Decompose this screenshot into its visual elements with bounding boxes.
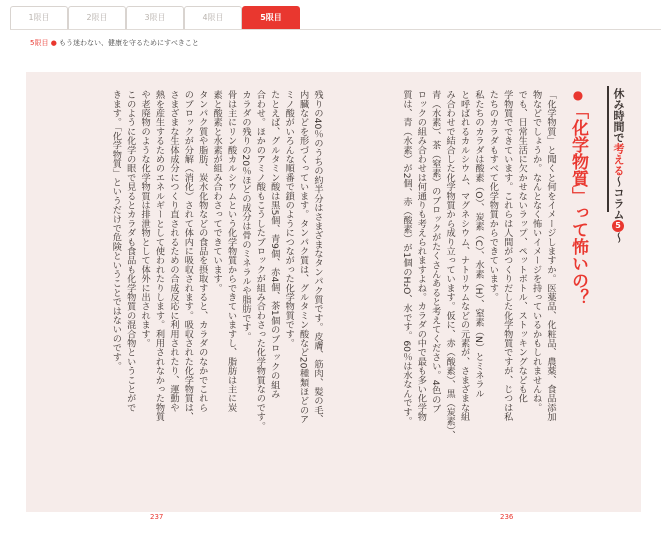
right-page-body <box>399 90 557 440</box>
breadcrumb-period[interactable]: 5限目 <box>30 39 49 47</box>
paragraph-line: 熱を産生するためのエネルギーとして使われたりします。利用されなかった物質 <box>153 90 165 422</box>
paragraph-line: たちのカラダもすべて化学物質からできています。 <box>487 90 499 302</box>
tab-period-5[interactable]: 5限目 <box>242 6 300 29</box>
page-heading <box>566 88 591 306</box>
heading-text: 「化学物質」って怖いの？ <box>568 102 588 306</box>
paragraph-line: のブロックが分解（消化）されて体内に吸収されます。吸収された化学物質は、 <box>182 90 194 422</box>
left-page-body <box>108 90 324 431</box>
column-title <box>610 88 626 243</box>
paragraph-line: 学物質でできています。これらは人間がつくりだした化学物質ですが、じつは私 <box>501 90 513 422</box>
paragraph-line: たとえば、グルタミン酸は黒5個、青9個、赤4個、茶1個のブロックの組み <box>268 90 280 399</box>
paragraph-line: 私たちのカラダは酸素（O）、炭素（C）、水素（H）、窒素（N）とミネラル <box>472 90 484 399</box>
paragraph-line: と呼ばれるカルシウム、マグネシウム、ナトリウムなどの元素が、さまざまな組 <box>458 90 470 422</box>
column-title-suffix: ～コラム <box>612 176 625 220</box>
paragraph-line: さまざまな生体成分につくり直されるための合成反応に利用されたり、運動や <box>167 90 179 412</box>
paragraph-line: ロックの組み合わせは何通りも考えられますよね。カラダの中で最も多い化学物 <box>415 90 427 422</box>
tab-divider <box>10 29 661 30</box>
paragraph-line: タンパク質や脂肪、炭水化物などの食品を摂取すると、カラダのなかでこれら <box>196 90 208 412</box>
paragraph-line: み合わせで結合した化学物質から成り立っています。仮に、赤（酸素）、黒（炭素）、 <box>444 90 456 440</box>
paragraph-line: このように化学の眼で見るとカラダも食品も化学物質の混合物ということがで <box>124 90 136 412</box>
paragraph-line: 骨は主にリン酸カルシウムという化学物質からできていますし、脂肪は主に炭 <box>225 90 237 412</box>
period-tabs <box>10 6 665 30</box>
tab-period-1[interactable]: 1限目 <box>10 6 68 29</box>
page-number-right: 236 <box>500 513 514 521</box>
paragraph-line: 内臓などを形づくっています。タンパク質は、グルタミン酸など20種類ほどのア <box>297 90 309 424</box>
column-number-badge: 5 <box>612 220 624 232</box>
column-title-accent: 考える <box>612 143 625 176</box>
page-number-left: 237 <box>150 513 164 521</box>
tab-period-2[interactable]: 2限目 <box>68 6 126 29</box>
tab-period-4[interactable]: 4限目 <box>184 6 242 29</box>
column-title-rule <box>607 86 609 212</box>
paragraph-line: 残りの40％のうちの約半分はさまざまなタンパク質です。皮膚、筋肉、髪の毛、 <box>312 90 323 424</box>
paragraph-line: 素と酸素と水素が組み合わさってできています。 <box>211 90 223 293</box>
paragraph-line: ミノ酸がいろんな順番で鎖のようにつながった化学物質です。 <box>283 90 295 348</box>
breadcrumb-topic: もう迷わない、健康を守るためにすべきこと <box>59 39 199 47</box>
paragraph-line: や老廃物のような化学物質は排泄物として体外に出されます。 <box>139 90 151 348</box>
paragraph-line: 青（水素）、茶（窒素）のブロックがたくさんあると考えてください。4色のブ <box>429 90 441 414</box>
paragraph-line: きます。「化学物質」というだけで危険ということではないのです。 <box>110 90 122 371</box>
paragraph-line: 合わせ。ほかのアミノ酸もこうしたブロックが組み合わさった化学物質なのです。 <box>254 90 266 431</box>
paragraph-line: カラダの残りの20％ほどの成分は骨のミネラルや脂肪です。 <box>239 90 251 341</box>
breadcrumb-separator-icon: ● <box>50 39 57 47</box>
heading-bullet-icon: ● <box>571 88 585 102</box>
breadcrumb <box>30 38 199 48</box>
paragraph-line: 質は、青（水素）が2個、赤（酸素）が1個のH₂O、水です。60％は水なんです。 <box>400 90 412 426</box>
column-title-end: ～ <box>612 232 625 243</box>
column-title-prefix: 休み時間で <box>612 88 625 143</box>
paragraph-line: でも、日常生活に欠かせないラップ、ペットボトル、ストッキングなども化 <box>516 90 528 403</box>
tab-period-3[interactable]: 3限目 <box>126 6 184 29</box>
paragraph-line: 「化学物質」と聞くと何をイメージしますか。医薬品、化粧品、農薬、食品添加 <box>545 90 556 422</box>
paragraph-line: 物などでしょうか。なんとなく怖いイメージを持っているかもしれませんね。 <box>530 90 542 412</box>
